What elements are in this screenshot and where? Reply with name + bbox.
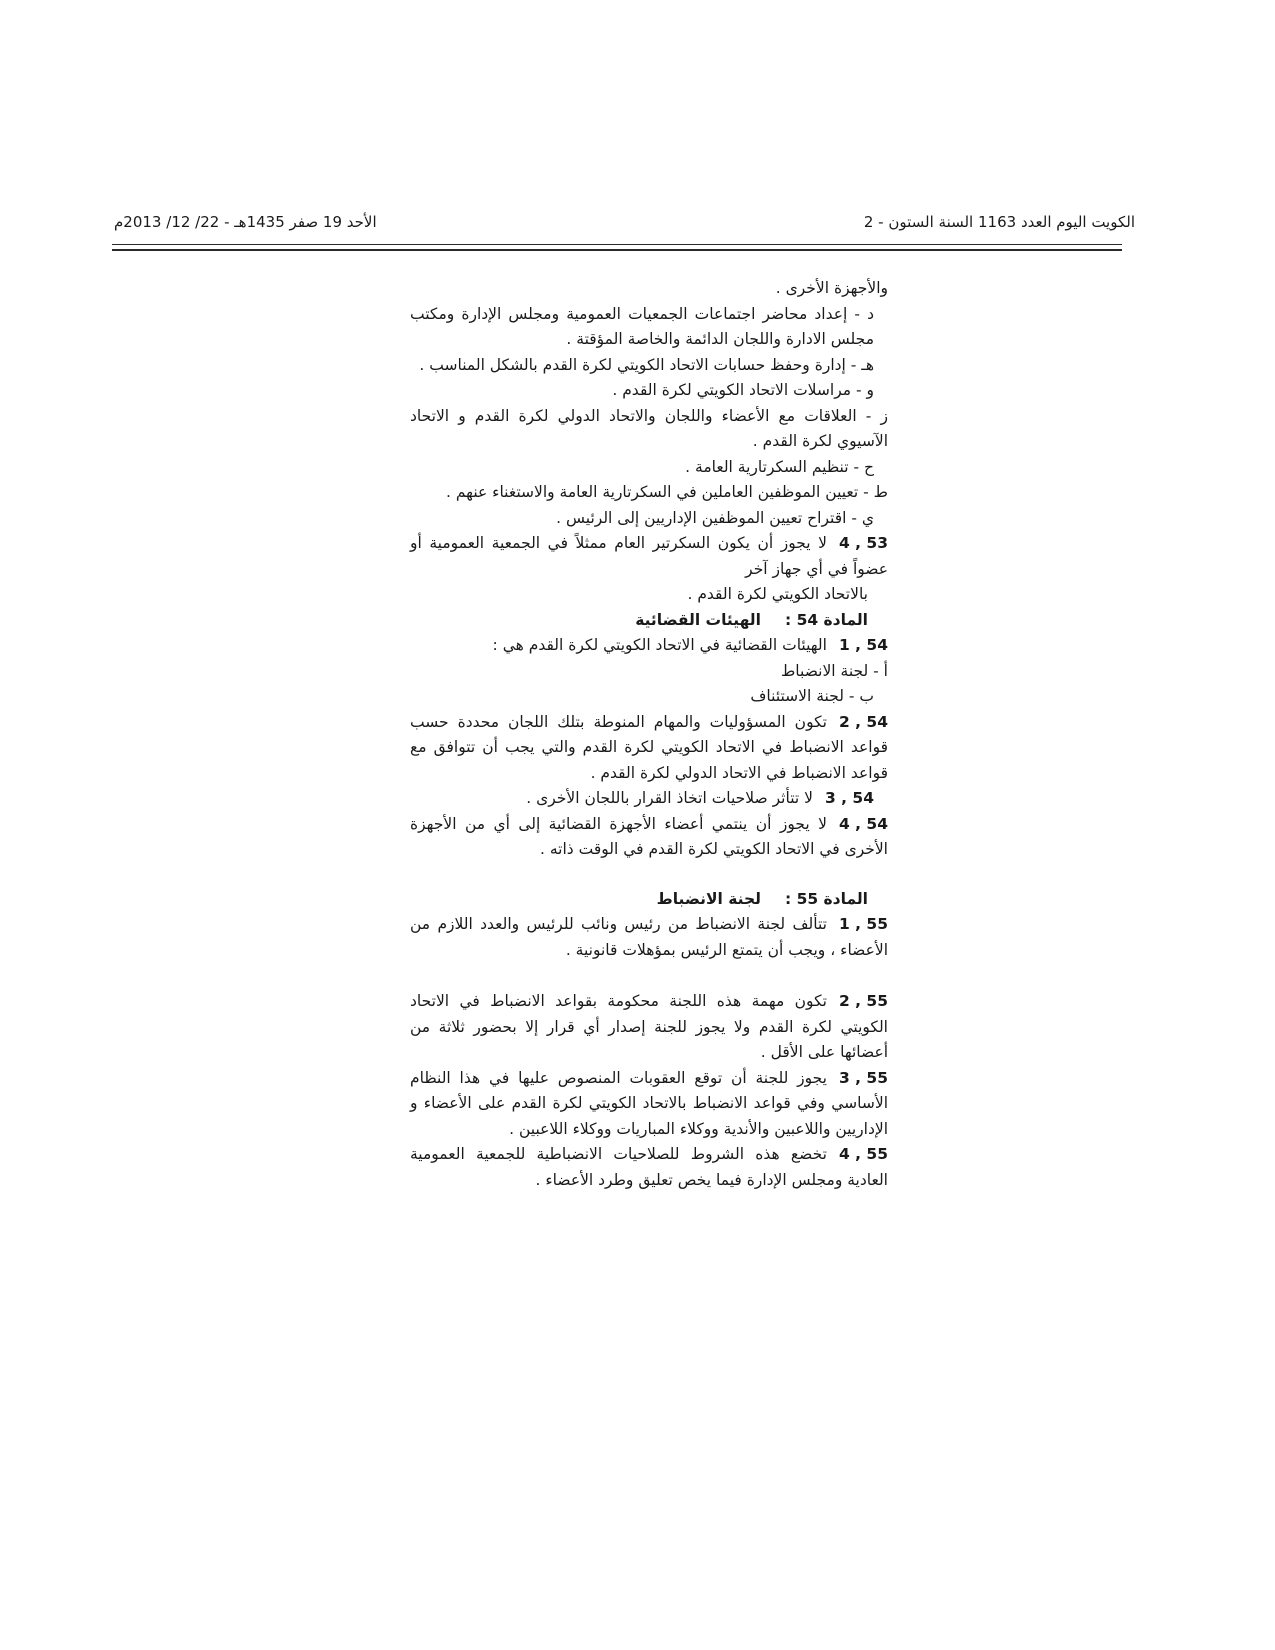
clause-1-54 <box>410 633 888 659</box>
spacer <box>410 963 888 989</box>
list-item-z: ز - العلاقات مع الأعضاء واللجان والاتحاد الدولي لكرة القدم و الاتحاد الآسيوي لكرة القدم . <box>410 406 888 450</box>
header-divider-thick <box>112 249 1122 251</box>
clause-text: تخضع هذه الشروط للصلاحيات الانضباطية للجمعية العمومية العادية ومجلس الإدارة فيما يخص تعليق وطرد الأعضاء . <box>410 1145 888 1189</box>
clause-4-54 <box>410 812 888 863</box>
header-date: الأحد 19 صفر 1435هـ - 22/ 12/ 2013م <box>114 213 377 231</box>
list-item-w: و - مراسلات الاتحاد الكويتي لكرة القدم . <box>612 381 874 399</box>
clause-number: 2 , 54 <box>838 712 888 731</box>
clause-number: 4 , 53 <box>838 534 888 552</box>
clause-text: لا يجوز أن ينتمي أعضاء الأجهزة القضائية إلى أي من الأجهزة الأخرى في الاتحاد الكويتي لكرة القدم في الوقت ذاته . <box>410 814 888 858</box>
clause-4-53 <box>410 531 888 582</box>
clause-number: 4 , 55 <box>838 1145 888 1163</box>
spacer <box>410 863 888 887</box>
clause-text: الهيئات القضائية في الاتحاد الكويتي لكرة القدم هي : <box>492 636 827 654</box>
header-issue-info: الكويت اليوم العدد 1163 السنة الستون - 2 <box>863 213 1135 231</box>
clause-1-55 <box>410 912 888 963</box>
paragraph: والأجهزة الأخرى . <box>775 279 888 297</box>
clause-number: 2 , 55 <box>838 992 888 1010</box>
clause-number: 1 , 55 <box>838 915 888 933</box>
list-item-h2: ح - تنظيم السكرتارية العامة . <box>685 457 874 476</box>
list-item-a: أ - لجنة الانضباط <box>780 661 888 680</box>
clause-2-54 <box>410 710 888 787</box>
article-54-heading <box>410 608 888 634</box>
list-item-t: ط - تعيين الموظفين العاملين في السكرتارية العامة والاستغناء عنهم . <box>446 483 888 501</box>
clause-3-54 <box>410 786 888 812</box>
article-label: المادة 54 : <box>784 610 868 629</box>
list-item-b: ب - لجنة الاستئناف <box>750 687 874 705</box>
clause-text: تكون المسؤوليات والمهام المنوطة بتلك اللجان محددة حسب قواعد الانضباط في الاتحاد الكويتي لكرة القدم والتي يجب أن تتوافق مع قواعد الانضباط في الاتحاد الدولي لكرة القدم . <box>410 712 888 782</box>
clause-text: تتألف لجنة الانضباط من رئيس ونائب للرئيس والعدد اللازم من الأعضاء ، ويجب أن يتمتع الرئيس بمؤهلات قانونية . <box>410 915 888 959</box>
clause-number: 3 , 55 <box>838 1068 888 1087</box>
clause-4-55 <box>410 1142 888 1193</box>
list-item-d: د - إعداد محاضر اجتماعات الجمعيات العمومية ومجلس الإدارة ومكتب مجلس الادارة واللجان الدائمة والخاصة المؤقتة . <box>410 304 874 348</box>
header-divider <box>112 244 1122 245</box>
clause-number: 3 , 54 <box>824 789 874 807</box>
article-title: لجنة الانضباط <box>656 889 761 908</box>
document-body <box>410 276 888 1193</box>
clause-text: لا يجوز أن يكون السكرتير العام ممثلاً في الجمعية العمومية أو عضواً في أي جهاز آخر <box>410 534 888 578</box>
clause-number: 1 , 54 <box>838 636 888 654</box>
clause-text: تكون مهمة هذه اللجنة محكومة بقواعد الانضباط في الاتحاد الكويتي لكرة القدم ولا يجوز للجنة إصدار أي قرار إلا بحضور ثلاثة من أعضائها على الأقل . <box>410 992 888 1061</box>
article-label: المادة 55 : <box>784 889 868 908</box>
list-item-h: هـ - إدارة وحفظ حسابات الاتحاد الكويتي لكرة القدم بالشكل المناسب . <box>419 355 874 374</box>
clause-text: لا تتأثر صلاحيات اتخاذ القرار باللجان الأخرى . <box>526 789 813 807</box>
clause-continuation: بالاتحاد الكويتي لكرة القدم . <box>687 585 868 603</box>
article-55-heading <box>410 887 888 913</box>
list-item-y: ي - اقتراح تعيين الموظفين الإداريين إلى الرئيس . <box>556 508 874 527</box>
clause-text: يجوز للجنة أن توقع العقوبات المنصوص عليها في هذا النظام الأساسي وفي قواعد الانضباط بالاتحاد الكويتي لكرة القدم على الأعضاء و الإداريين واللاعبين والأندية ووكلاء المباريات ووكلاء اللاعبين . <box>410 1068 888 1138</box>
article-title: الهيئات القضائية <box>635 610 761 629</box>
clause-3-55 <box>410 1066 888 1143</box>
clause-number: 4 , 54 <box>838 814 888 833</box>
clause-2-55 <box>410 989 888 1066</box>
